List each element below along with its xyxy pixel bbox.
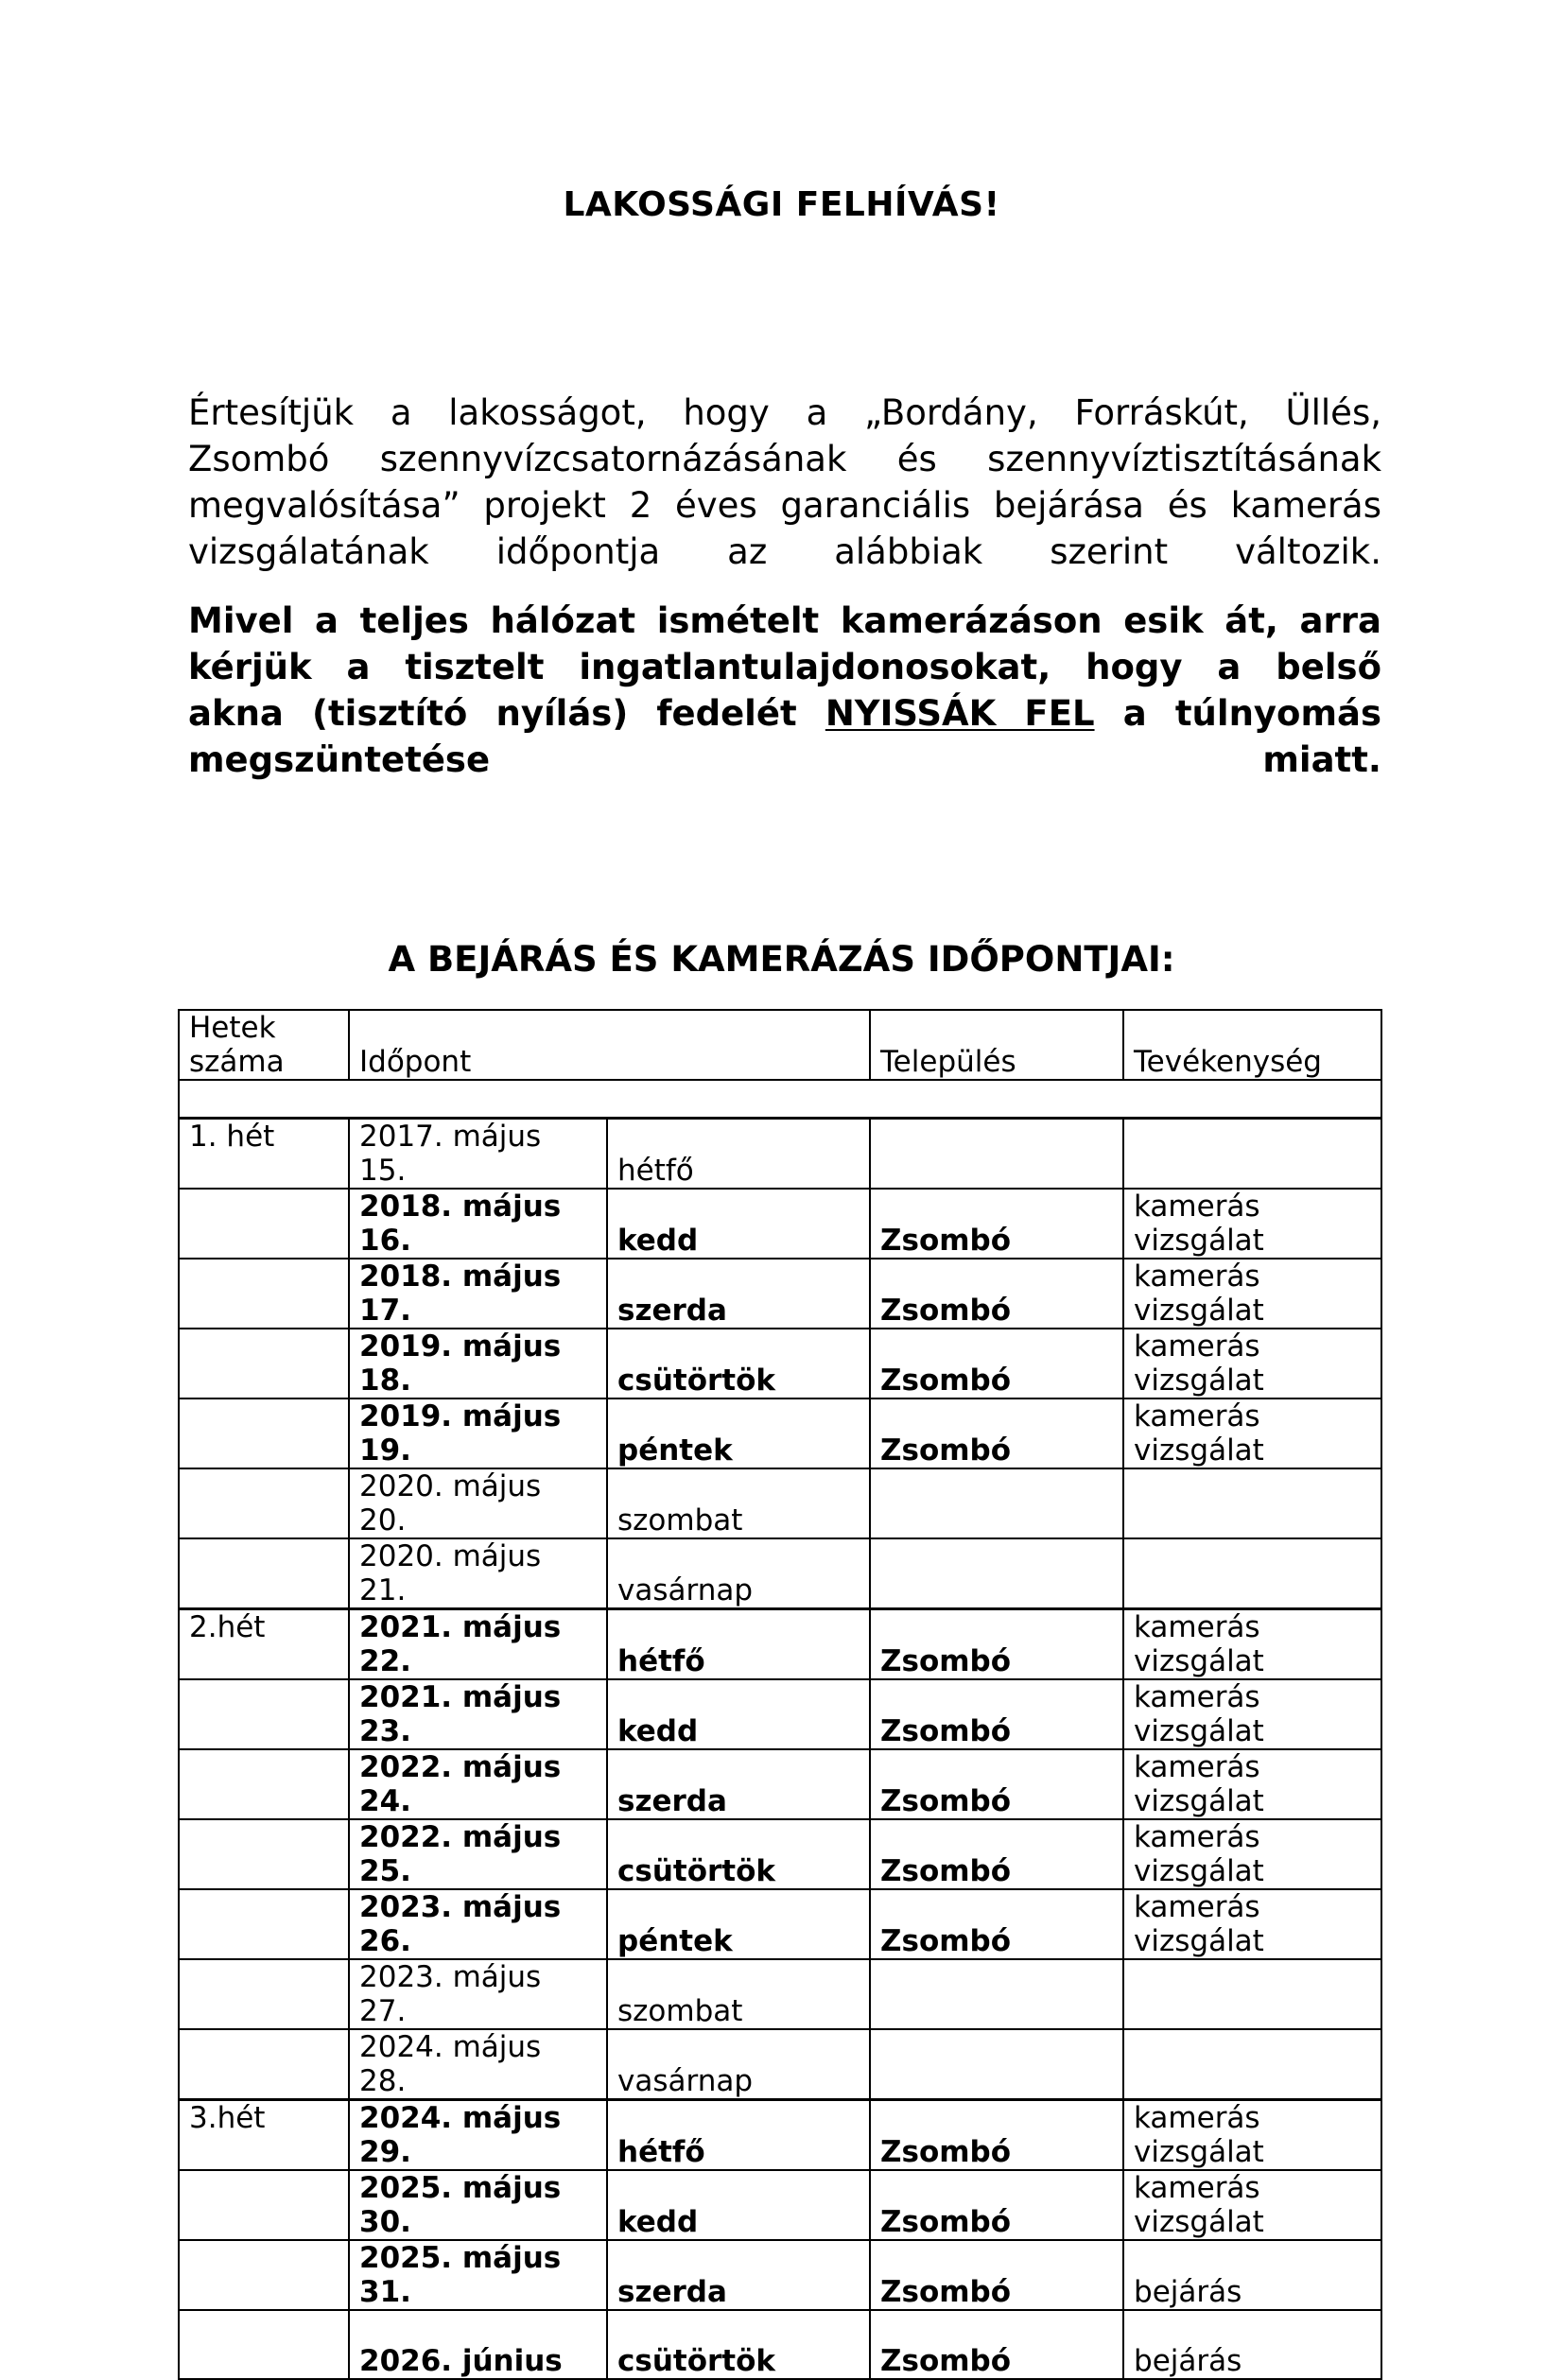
weekday-cell: csütörtök bbox=[607, 1329, 870, 1398]
activity-cell bbox=[1123, 2029, 1381, 2100]
weekday-cell: kedd bbox=[607, 1679, 870, 1749]
weekday-cell: hétfő bbox=[607, 2100, 870, 2171]
date-cell: 2022. május 25. bbox=[349, 1819, 607, 1889]
table-row bbox=[179, 1819, 1381, 1889]
date-cell: 2021. május 23. bbox=[349, 1679, 607, 1749]
table-row bbox=[179, 2029, 1381, 2100]
weekday-cell: kedd bbox=[607, 2170, 870, 2240]
notice-text: a túlnyomás bbox=[1122, 693, 1381, 734]
settlement-cell: Zsombó bbox=[870, 1609, 1123, 1680]
header-weeks: Hetek száma bbox=[179, 1010, 349, 1080]
date-cell: 2020. május 21. bbox=[349, 1538, 607, 1609]
week-cell: 2.hét bbox=[179, 1609, 349, 1680]
date-cell: 2018. május 17. bbox=[349, 1259, 607, 1329]
table-row bbox=[179, 1538, 1381, 1609]
settlement-cell: Zsombó bbox=[870, 1398, 1123, 1468]
intro-line: vizsgálatának időpontja az alábbiak szerint változik. bbox=[188, 531, 1381, 572]
week-cell bbox=[179, 1259, 349, 1329]
table-row bbox=[179, 1259, 1381, 1329]
week-cell bbox=[179, 1189, 349, 1259]
week-cell bbox=[179, 1468, 349, 1538]
week-cell: 1. hét bbox=[179, 1119, 349, 1190]
activity-cell: kamerás vizsgálat bbox=[1123, 2170, 1381, 2240]
activity-cell bbox=[1123, 1959, 1381, 2029]
week-cell bbox=[179, 1959, 349, 2029]
week-cell bbox=[179, 1538, 349, 1609]
settlement-cell bbox=[870, 1468, 1123, 1538]
date-cell: 2026. június bbox=[349, 2310, 607, 2379]
settlement-cell: Zsombó bbox=[870, 1889, 1123, 1959]
settlement-cell: Zsombó bbox=[870, 2310, 1123, 2379]
week-cell bbox=[179, 1819, 349, 1889]
weekday-cell: hétfő bbox=[607, 1609, 870, 1680]
activity-cell: kamerás vizsgálat bbox=[1123, 1189, 1381, 1259]
date-cell: 2019. május 18. bbox=[349, 1329, 607, 1398]
activity-cell bbox=[1123, 1468, 1381, 1538]
table-header-row bbox=[179, 1010, 1381, 1080]
notice-line: megszüntetése miatt. bbox=[188, 739, 1381, 780]
schedule-title: A BEJÁRÁS ÉS KAMERÁZÁS IDŐPONTJAI: bbox=[388, 939, 1175, 980]
activity-cell: kamerás vizsgálat bbox=[1123, 1749, 1381, 1819]
activity-cell: bejárás bbox=[1123, 2310, 1381, 2379]
activity-cell: kamerás vizsgálat bbox=[1123, 1679, 1381, 1749]
notice-paragraph bbox=[188, 598, 1381, 783]
settlement-cell: Zsombó bbox=[870, 1819, 1123, 1889]
weekday-cell: kedd bbox=[607, 1189, 870, 1259]
table-row bbox=[179, 1119, 1381, 1190]
weekday-cell: hétfő bbox=[607, 1119, 870, 1190]
settlement-cell: Zsombó bbox=[870, 2100, 1123, 2171]
date-cell: 2017. május 15. bbox=[349, 1119, 607, 1190]
header-settlement: Település bbox=[870, 1010, 1123, 1080]
settlement-cell bbox=[870, 1119, 1123, 1190]
activity-cell: kamerás vizsgálat bbox=[1123, 1398, 1381, 1468]
settlement-cell bbox=[870, 1538, 1123, 1609]
settlement-cell bbox=[870, 1959, 1123, 2029]
intro-paragraph bbox=[188, 390, 1381, 575]
notice-line: kérjük a tisztelt ingatlantulajdonosokat, hogy a belső bbox=[188, 647, 1381, 687]
weekday-cell: szerda bbox=[607, 1749, 870, 1819]
table-row bbox=[179, 1609, 1381, 1680]
week-cell: 3.hét bbox=[179, 2100, 349, 2171]
settlement-cell: Zsombó bbox=[870, 1679, 1123, 1749]
open-lid-emphasis: NYISSÁK FEL bbox=[825, 693, 1095, 734]
intro-line: megvalósítása” projekt 2 éves garanciális bejárása és kamerás bbox=[188, 485, 1381, 526]
weekday-cell: péntek bbox=[607, 1398, 870, 1468]
week-cell bbox=[179, 2170, 349, 2240]
week-cell bbox=[179, 1329, 349, 1398]
date-cell: 2024. május 29. bbox=[349, 2100, 607, 2171]
activity-cell bbox=[1123, 1538, 1381, 1609]
spacer-cell bbox=[179, 1080, 1381, 1119]
table-row bbox=[179, 1468, 1381, 1538]
table-spacer-row bbox=[179, 1080, 1381, 1119]
week-cell bbox=[179, 2029, 349, 2100]
date-cell: 2022. május 24. bbox=[349, 1749, 607, 1819]
weekday-cell: vasárnap bbox=[607, 2029, 870, 2100]
date-cell: 2021. május 22. bbox=[349, 1609, 607, 1680]
week-cell bbox=[179, 1398, 349, 1468]
activity-cell: bejárás bbox=[1123, 2240, 1381, 2310]
activity-cell: kamerás vizsgálat bbox=[1123, 1889, 1381, 1959]
settlement-cell: Zsombó bbox=[870, 1329, 1123, 1398]
date-cell: 2025. május 31. bbox=[349, 2240, 607, 2310]
intro-line: Értesítjük a lakosságot, hogy a „Bordány, Forráskút, Üllés, bbox=[188, 392, 1381, 433]
settlement-cell: Zsombó bbox=[870, 1189, 1123, 1259]
date-cell: 2019. május 19. bbox=[349, 1398, 607, 1468]
week-cell bbox=[179, 2240, 349, 2310]
activity-cell: kamerás vizsgálat bbox=[1123, 1259, 1381, 1329]
header-date: Időpont bbox=[349, 1010, 870, 1080]
date-cell: 2023. május 26. bbox=[349, 1889, 607, 1959]
settlement-cell bbox=[870, 2029, 1123, 2100]
weekday-cell: péntek bbox=[607, 1889, 870, 1959]
weekday-cell: szombat bbox=[607, 1959, 870, 2029]
table-row bbox=[179, 2310, 1381, 2379]
date-cell: 2024. május 28. bbox=[349, 2029, 607, 2100]
notice-line bbox=[188, 690, 1381, 737]
notice-text: akna (tisztító nyílás) fedelét bbox=[188, 693, 797, 734]
table-row bbox=[179, 1329, 1381, 1398]
weekday-cell: csütörtök bbox=[607, 1819, 870, 1889]
activity-cell: kamerás vizsgálat bbox=[1123, 1609, 1381, 1680]
date-cell: 2025. május 30. bbox=[349, 2170, 607, 2240]
week-cell bbox=[179, 2310, 349, 2379]
table-row bbox=[179, 1398, 1381, 1468]
weekday-cell: csütörtök bbox=[607, 2310, 870, 2379]
activity-cell bbox=[1123, 1119, 1381, 1190]
settlement-cell: Zsombó bbox=[870, 1749, 1123, 1819]
week-cell bbox=[179, 1889, 349, 1959]
date-cell: 2023. május 27. bbox=[349, 1959, 607, 2029]
weekday-cell: vasárnap bbox=[607, 1538, 870, 1609]
week-cell bbox=[179, 1749, 349, 1819]
activity-cell: kamerás vizsgálat bbox=[1123, 2100, 1381, 2171]
schedule-table bbox=[178, 1009, 1382, 2380]
table-row bbox=[179, 1959, 1381, 2029]
weekday-cell: szerda bbox=[607, 2240, 870, 2310]
intro-line: Zsombó szennyvízcsatornázásának és szennyvíztisztításának bbox=[188, 439, 1381, 479]
weekday-cell: szombat bbox=[607, 1468, 870, 1538]
table-row bbox=[179, 1189, 1381, 1259]
table-row bbox=[179, 1749, 1381, 1819]
settlement-cell: Zsombó bbox=[870, 2240, 1123, 2310]
notice-line: Mivel a teljes hálózat ismételt kamerázáson esik át, arra bbox=[188, 600, 1381, 641]
table-row bbox=[179, 2100, 1381, 2171]
table-row bbox=[179, 1889, 1381, 1959]
activity-cell: kamerás vizsgálat bbox=[1123, 1329, 1381, 1398]
activity-cell: kamerás vizsgálat bbox=[1123, 1819, 1381, 1889]
weekday-cell: szerda bbox=[607, 1259, 870, 1329]
table-row bbox=[179, 1679, 1381, 1749]
week-cell bbox=[179, 1679, 349, 1749]
date-cell: 2020. május 20. bbox=[349, 1468, 607, 1538]
table-row bbox=[179, 2170, 1381, 2240]
date-cell: 2018. május 16. bbox=[349, 1189, 607, 1259]
table-row bbox=[179, 2240, 1381, 2310]
settlement-cell: Zsombó bbox=[870, 2170, 1123, 2240]
page-title: LAKOSSÁGI FELHÍVÁS! bbox=[563, 185, 1000, 224]
settlement-cell: Zsombó bbox=[870, 1259, 1123, 1329]
header-activity: Tevékenység bbox=[1123, 1010, 1381, 1080]
